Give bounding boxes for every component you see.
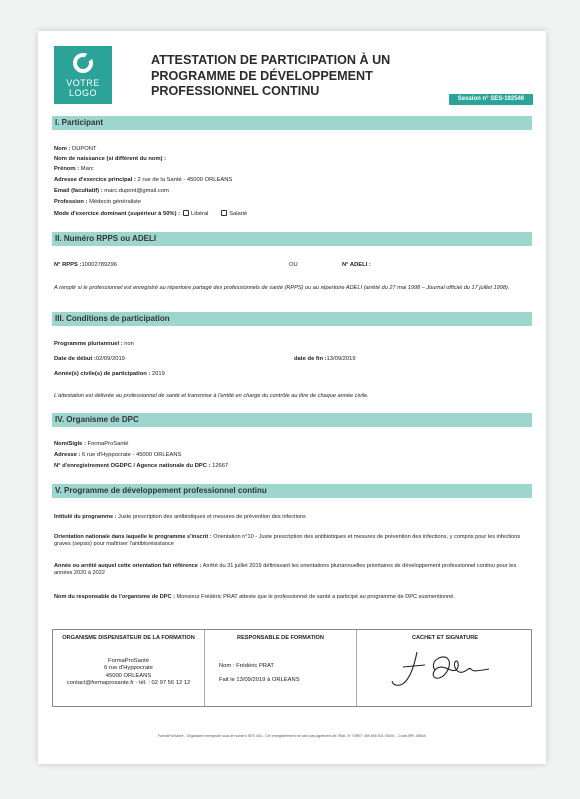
cachet-signature-cell — [357, 630, 533, 706]
salarie-checkbox[interactable] — [221, 210, 227, 216]
programme-intitule: Intitulé du programme : Juste prescription des antibiotiques et mesures de prévention des infections — [54, 514, 306, 520]
liberal-checkbox[interactable] — [183, 210, 189, 216]
programme-responsable: Nom du responsable de l'organisme de DPC : Monsieur Frédéric PRAT atteste que le professionnel de santé a participé au programme de DPC susmentionné. — [54, 594, 455, 600]
participant-adresse: Adresse d'exercice principal : 2 rue de la Santé - 45000 ORLEANS — [54, 177, 233, 183]
participant-nom: Nom : DUPONT — [54, 146, 97, 152]
rpps-or-label: OU — [289, 262, 298, 268]
participant-prenom: Prénom : Marc — [54, 166, 94, 172]
cachet-signature-heading: CACHET ET SIGNATURE — [411, 635, 479, 641]
section-organisme-header: IV. Organisme de DPC — [52, 413, 532, 427]
logo-ring-icon — [73, 53, 93, 73]
section-participant-header: I. Participant — [52, 116, 532, 130]
annees-participation: Année(s) civile(s) de participation : 2019 — [54, 371, 165, 377]
participant-nom-naissance: Nom de naissance (si différent du nom) : — [54, 156, 167, 162]
date-debut: Date de début :02/09/2019 — [54, 356, 125, 362]
programme-orientation: Orientation nationale dans laquelle le programme s'inscrit : Orientation n°10 - Juste prescription des antibiotiques et mesures de prévention des infections, y compris pour les infections graves (sepsis) pour maîtriser l'antibiorésistance — [54, 534, 521, 547]
organisme-dispensateur-details: FormaProSanté 6 rue d'Hyppocrate 45000 ORLEANS contact@formaprosante.fr - tél. : 02 97 56 12 12 — [66, 658, 191, 686]
organisme-adresse: Adresse : 6 rue d'Hyppocrate - 45000 ORLEANS — [54, 452, 182, 458]
section-rpps-header: II. Numéro RPPS ou ADELI — [52, 232, 532, 246]
section-programme-header: V. Programme de développement professionnel continu — [52, 484, 532, 498]
signature-table — [52, 629, 532, 707]
organisme-nom: Nom/Sigle : FormaProSanté — [54, 441, 129, 447]
page-title: ATTESTATION DE PARTICIPATION À UN PROGRAMME DE DÉVELOPPEMENT PROFESSIONNEL CONTINU — [151, 53, 391, 98]
participant-mode-exercice: Mode d'exercice dominant (supérieur à 50%) : Libéral Salarié — [54, 211, 248, 217]
attestation-page — [38, 31, 546, 764]
organisme-dispensateur-heading: ORGANISME DISPENSATEUR DE LA FORMATION — [62, 635, 195, 641]
session-badge: Session n° SES-192546 — [449, 94, 533, 105]
responsable-formation-cell — [205, 630, 357, 706]
organisme-dispensateur-cell — [53, 630, 205, 706]
responsable-nom: Nom : Frédéric PRAT — [219, 663, 274, 669]
adeli-number: N° ADELI : — [342, 262, 371, 268]
rpps-number: N° RPPS :10002789296 — [54, 262, 117, 268]
organisme-ogdpc: N° d'enregistrement OGDPC / Agence nationale du DPC : 12667 — [54, 463, 229, 469]
participant-email: Email (facultatif) : marc.dupont@gmail.com — [54, 188, 169, 194]
logo-line-1: VOTRE — [66, 78, 100, 88]
programme-arrete: Année ou arrêté auquel cette orientation fait référence : Arrêté du 31 juillet 2019 définissant les orientations pluriannuelles prioritaires de développement professionnel continu pour les années 2020 à 2022 — [54, 563, 517, 576]
handwritten-signature — [389, 648, 499, 693]
logo-line-2: LOGO — [68, 88, 97, 98]
rpps-note: A remplir si le professionnel est enregistré au répertoire partagé des professionnels de santé (RPPS) ou au répertoire ADELI (arrêté du 27 mai 1998 – Journal officiel du 17 juillet 1998). — [54, 285, 510, 291]
responsable-formation-heading: RESPONSABLE DE FORMATION — [237, 635, 324, 641]
company-logo — [54, 46, 112, 104]
section-conditions-header: III. Conditions de participation — [52, 312, 532, 326]
conditions-note: L'attestation est délivrée au professionnel de santé et transmise à l'entité en charge du contrôle au titre de chaque année civile. — [54, 393, 369, 399]
programme-pluriannuel: Programme pluriannuel : non — [54, 341, 134, 347]
participant-profession: Profession : Médecin généraliste — [54, 199, 141, 205]
responsable-fait-le: Fait le 13/09/2019 à ORLEANS — [219, 677, 300, 683]
legal-footer: FormaProSanté - Organisme enregistré sous le numéro SES 444 - Cet enregistrement ne vaut pas agrément de l'État. N° SIRET 459 895 541 00001 - Code APE 4569A — [158, 734, 426, 738]
date-fin: date de fin :13/09/2019 — [294, 356, 356, 362]
